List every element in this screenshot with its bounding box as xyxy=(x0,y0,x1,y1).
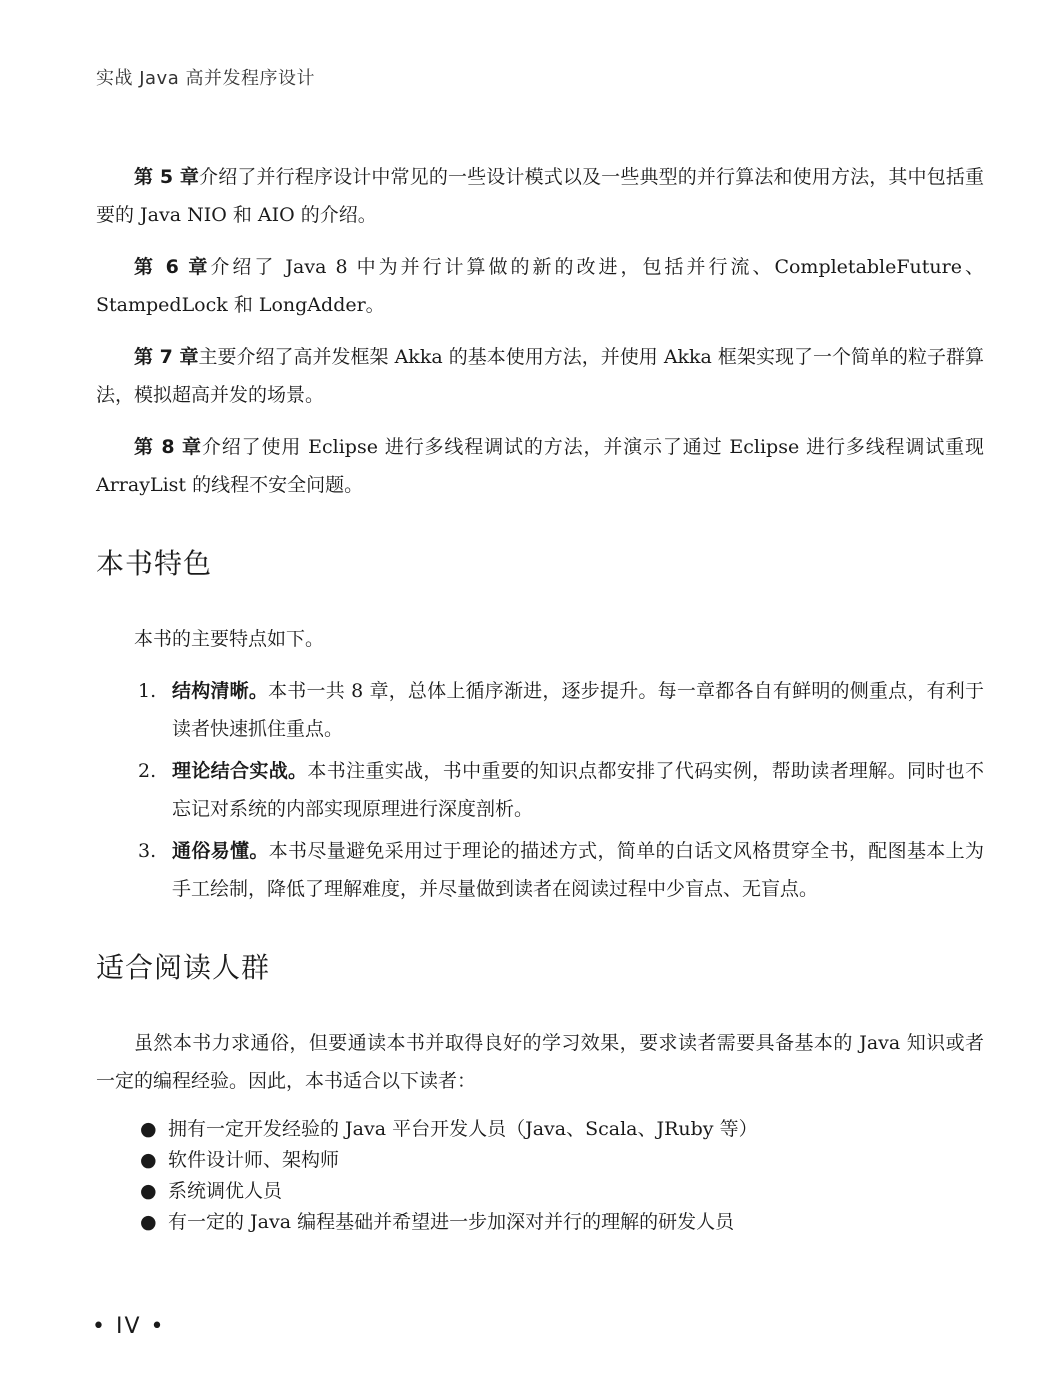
readers-list xyxy=(96,1114,984,1238)
features-heading: 本书特色 xyxy=(96,547,213,580)
readers-heading: 适合阅读人群 xyxy=(96,951,271,984)
feature-title: 通俗易懂。 xyxy=(172,840,269,862)
chapter-label: 第 7 章 xyxy=(134,346,199,368)
reader-text: 拥有一定开发经验的 Java 平台开发人员（Java、Scala、JRuby 等） xyxy=(168,1118,758,1140)
page-content xyxy=(96,158,984,1238)
page-number: • IV • xyxy=(92,1314,166,1339)
features-list xyxy=(96,672,984,908)
feature-title: 理论结合实战。 xyxy=(172,760,308,782)
bullet-icon: ● xyxy=(140,1180,157,1202)
chapter-label: 第 5 章 xyxy=(134,166,200,188)
feature-title: 结构清晰。 xyxy=(172,680,269,702)
chapter-text: 介绍了并行程序设计中常见的一些设计模式以及一些典型的并行算法和使用方法，其中包括重要的 Java NIO 和 AIO 的介绍。 xyxy=(96,166,984,226)
reader-text: 系统调优人员 xyxy=(168,1180,283,1202)
chapter-label: 第 6 章 xyxy=(134,256,211,278)
features-intro: 本书的主要特点如下。 xyxy=(134,628,325,650)
reader-text: 有一定的 Java 编程基础并希望进一步加深对并行的理解的研发人员 xyxy=(168,1211,735,1233)
list-item xyxy=(96,1176,984,1207)
list-item xyxy=(96,672,984,748)
readers-intro: 虽然本书力求通俗，但要通读本书并取得良好的学习效果，要求读者需要具备基本的 Java 知识或者一定的编程经验。因此，本书适合以下读者： xyxy=(96,1032,984,1092)
list-item xyxy=(96,832,984,908)
chapter-6-paragraph xyxy=(96,248,984,324)
chapter-text: 介绍了 Java 8 中为并行计算做的新的改进，包括并行流、CompletableFuture、StampedLock 和 LongAdder。 xyxy=(96,256,984,316)
chapter-7-paragraph xyxy=(96,338,984,414)
bullet-icon: ● xyxy=(140,1149,157,1171)
list-number: 3. xyxy=(138,840,157,862)
feature-text: 本书一共 8 章，总体上循序渐进，逐步提升。每一章都各自有鲜明的侧重点，有利于读者快速抓住重点。 xyxy=(172,680,984,740)
running-header: 实战 Java 高并发程序设计 xyxy=(96,68,315,89)
list-number: 2. xyxy=(138,760,157,782)
chapter-5-paragraph xyxy=(96,158,984,234)
chapter-text: 介绍了使用 Eclipse 进行多线程调试的方法，并演示了通过 Eclipse 进行多线程调试重现 ArrayList 的线程不安全问题。 xyxy=(96,436,984,496)
list-item xyxy=(96,1114,984,1145)
list-item xyxy=(96,1207,984,1238)
feature-text: 本书注重实战，书中重要的知识点都安排了代码实例，帮助读者理解。同时也不忘记对系统的内部实现原理进行深度剖析。 xyxy=(172,760,984,820)
feature-text: 本书尽量避免采用过于理论的描述方式，简单的白话文风格贯穿全书，配图基本上为手工绘制，降低了理解难度，并尽量做到读者在阅读过程中少盲点、无盲点。 xyxy=(172,840,984,900)
list-item xyxy=(96,1145,984,1176)
reader-text: 软件设计师、架构师 xyxy=(168,1149,340,1171)
chapter-label: 第 8 章 xyxy=(134,436,202,458)
bullet-icon: ● xyxy=(140,1211,157,1233)
bullet-icon: ● xyxy=(140,1118,157,1140)
list-number: 1. xyxy=(138,680,157,702)
chapter-8-paragraph xyxy=(96,428,984,504)
chapter-text: 主要介绍了高并发框架 Akka 的基本使用方法，并使用 Akka 框架实现了一个简单的粒子群算法，模拟超高并发的场景。 xyxy=(96,346,985,406)
list-item xyxy=(96,752,984,828)
